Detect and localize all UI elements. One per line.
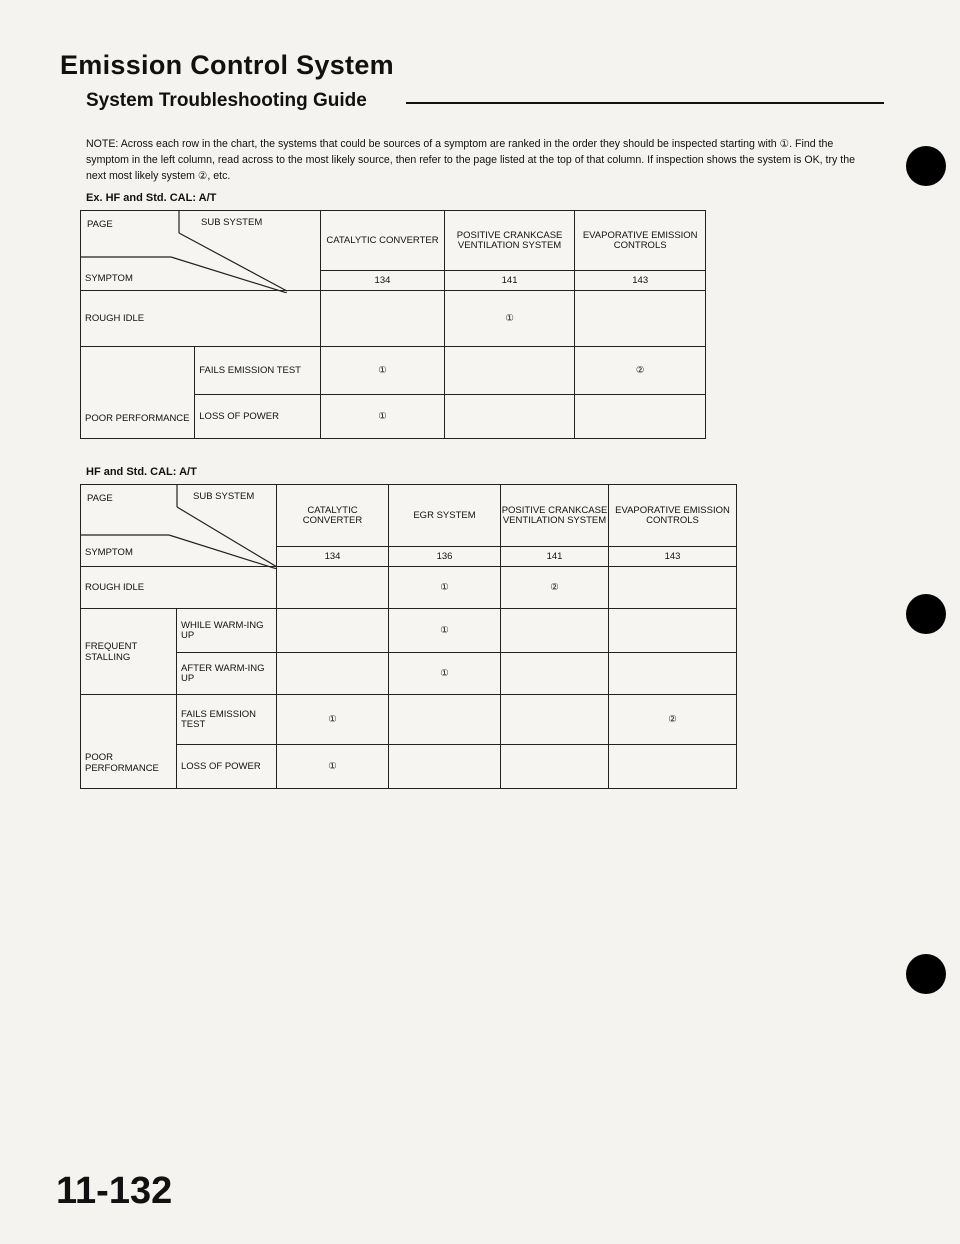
corner-page-label: PAGE [87,493,113,504]
row-label-rough-idle: ROUGH IDLE [81,291,321,347]
rank-mark: ② [609,695,737,745]
rank-mark: ① [389,567,501,609]
rank-mark [277,609,389,653]
rank-mark [609,745,737,789]
row-label-loss-of-power: LOSS OF POWER [195,395,321,439]
col-header-catalytic: CATALYTIC CONVERTER [321,211,445,271]
rank-mark: ① [444,291,575,347]
col-page-143: 143 [609,547,737,567]
rank-mark [277,653,389,695]
corner-symptom-label: SYMPTOM [85,547,133,558]
col-header-catalytic: CATALYTIC CONVERTER [277,485,389,547]
table2-caption: HF and Std. CAL: A/T [86,466,197,478]
registration-dot [906,594,946,634]
table1-corner-cell [81,211,321,291]
row-label-fails-emission-test: FAILS EMISSION TEST [177,695,277,745]
row-label-fails-emission-test: FAILS EMISSION TEST [195,347,321,395]
rank-mark [609,567,737,609]
note-paragraph: NOTE: Across each row in the chart, the systems that could be sources of a symptom are ranked in the order they should be inspected starting with ①. Find the symptom in the left column, read across to the most likely source, then refer to the page listed at the top of that column. If inspection shows the system is OK, try the next most likely system ②, etc. [86,138,855,182]
rank-mark [389,695,501,745]
rank-mark: ① [321,347,445,395]
col-page-134: 134 [277,547,389,567]
table2-corner-cell [81,485,277,567]
col-page-134: 134 [321,271,445,291]
subtitle-rule [406,102,884,104]
corner-page-label: PAGE [87,219,113,230]
rank-mark [321,291,445,347]
col-header-evap: EVAPORATIVE EMISSION CONTROLS [609,485,737,547]
col-header-pcv: POSITIVE CRANKCASE VENTILATION SYSTEM [501,485,609,547]
rank-mark: ① [321,395,445,439]
rank-mark [501,653,609,695]
col-page-141: 141 [501,547,609,567]
section-subtitle: System Troubleshooting Guide [86,90,367,111]
col-page-136: 136 [389,547,501,567]
rank-mark [277,567,389,609]
rank-mark: ② [501,567,609,609]
row-group-frequent-stalling: FREQUENT STALLING [81,609,177,695]
rank-mark [501,745,609,789]
troubleshooting-table-2 [80,484,737,789]
rank-mark [501,695,609,745]
col-header-pcv: POSITIVE CRANKCASE VENTILATION SYSTEM [444,211,575,271]
rank-mark: ① [277,745,389,789]
col-page-143: 143 [575,271,706,291]
row-label-after-warming-up: AFTER WARM-ING UP [177,653,277,695]
corner-subsystem-label: SUB SYSTEM [193,491,255,502]
rank-mark [609,609,737,653]
table1-caption: Ex. HF and Std. CAL: A/T [86,192,217,204]
rank-mark [444,347,575,395]
rank-mark [609,653,737,695]
rank-mark: ② [575,347,706,395]
row-group-poor-performance: POOR PERFORMANCE [81,695,177,789]
col-page-141: 141 [444,271,575,291]
rank-mark [575,395,706,439]
page-title: Emission Control System [60,50,394,80]
page-number: 11-132 [56,1170,173,1212]
row-label-while-warming-up: WHILE WARM-ING UP [177,609,277,653]
row-label-rough-idle: ROUGH IDLE [81,567,277,609]
corner-symptom-label: SYMPTOM [85,273,133,284]
rank-mark: ① [389,609,501,653]
rank-mark [444,395,575,439]
troubleshooting-table-1 [80,210,706,439]
rank-mark: ① [277,695,389,745]
registration-dot [906,146,946,186]
rank-mark: ① [389,653,501,695]
row-group-poor-performance: POOR PERFORMANCE [81,347,195,439]
col-header-egr: EGR SYSTEM [389,485,501,547]
registration-dot [906,954,946,994]
rank-mark [501,609,609,653]
corner-subsystem-label: SUB SYSTEM [201,217,263,228]
row-label-loss-of-power: LOSS OF POWER [177,745,277,789]
col-header-evap: EVAPORATIVE EMISSION CONTROLS [575,211,706,271]
rank-mark [389,745,501,789]
rank-mark [575,291,706,347]
